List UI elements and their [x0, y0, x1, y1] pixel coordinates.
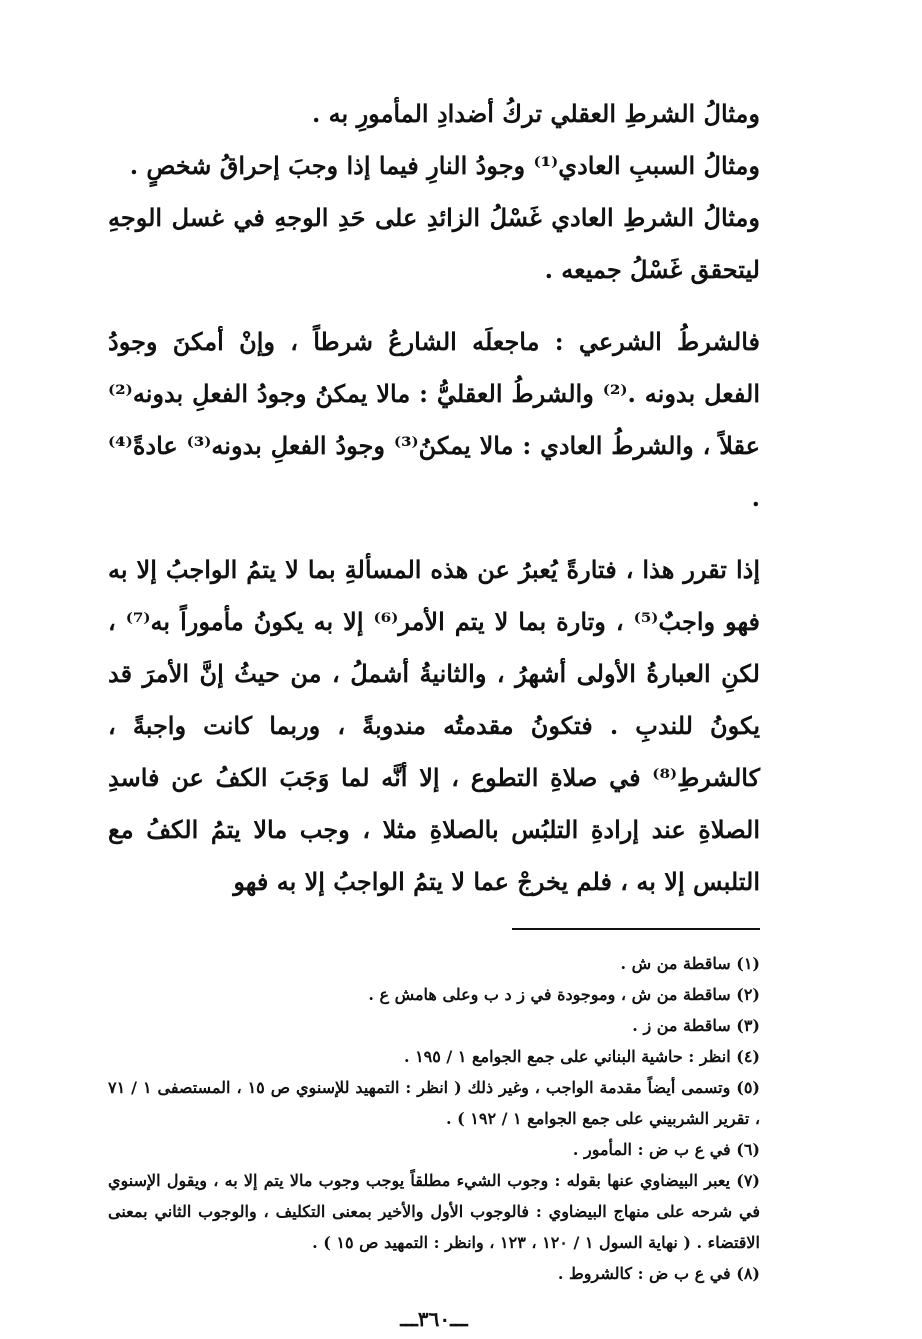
book-page — [108, 88, 760, 1331]
footnote: (٥) وتسمى أيضاً مقدمة الواجب ، وغير ذلك ( انظر : التمهيد للإسنوي ص ١٥ ، المستصفى ١ / ٧١ ، تقرير الشربيني على جمع الجوامع ١ / ١٩٢ ) . — [108, 1078, 760, 1128]
footnote: (١) ساقطة من ش . — [620, 954, 760, 973]
body-paragraph: إذا تقرر هذا ، فتارةً يُعبرُ عن هذه المسألةِ بما لا يتمُ الواجبُ إلا به فهو واجبٌ⁽⁵⁾ ، وتارة بما لا يتم الأمر⁽⁶⁾ إلا به يكونُ مأموراً به⁽⁷⁾ ، لكنِ العبارةُ الأولى أشهرُ ، والثانيةُ أشملُ ، من حيثُ إنَّ الأمرَ قد يكونُ للندبِ . فتكونُ مقدمتُه مندوبةً ، وربما كانت واجبةً ، كالشرطِ⁽⁸⁾ في صلاةِ التطوع ، إلا أنَّه لما وَجَبَ الكفُ عن فاسدِ الصلاةِ عند إرادةِ التلبُس بالصلاةِ مثلا ، وجب مالا يتمُ الكفُ مع التلبس إلا به ، فلم يخرجْ عما لا يتمُ الواجبُ إلا به فهو — [108, 555, 760, 896]
footnotes-section — [108, 948, 760, 1289]
page-number: ـــ٣٦٠ـــ — [400, 1307, 468, 1331]
footnote: (٢) ساقطة من ش ، وموجودة في ز د ب وعلى هامش ع . — [368, 985, 760, 1004]
footnote-separator — [512, 928, 760, 930]
footnote: (٨) في ع ب ض : كالشروط . — [557, 1264, 760, 1283]
body-paragraph: فالشرطُ الشرعي : ماجعلَه الشارعُ شرطاً ، وإنْ أمكنَ وجودُ الفعل بدونه .⁽²⁾ والشرطُ العقليُّ : مالا يمكنُ وجودُ الفعلِ بدونه⁽²⁾ عقلاً ، والشرطُ العادي : مالا يمكنُ⁽³⁾ وجودُ الفعلِ بدونه⁽³⁾ عادةً⁽⁴⁾ . — [108, 327, 761, 512]
footnote: (٣) ساقطة من ز . — [632, 1016, 760, 1035]
footnote: (٧) يعبر البيضاوي عنها بقوله : وجوب الشيء مطلقاً يوجب وجوب مالا يتم إلا به ، ويقول الإسنوي في شرحه على منهاج البيضاوي : فالوجوب الأول والأخير بمعنى التكليف ، والوجوب الثاني بمعنى الاقتضاء . ( نهاية السول ١ / ١٢٠ ، ١٢٣ ، وانظر : التمهيد ص ١٥ ) . — [108, 1171, 760, 1252]
body-paragraph: ومثالُ السببِ العادي⁽¹⁾ وجودُ النارِ فيما إذا وجبَ إحراقُ شخصٍ . — [129, 151, 760, 180]
body-paragraph: ومثالُ الشرطِ العقلي تركُ أضدادِ المأمورِ به . — [311, 99, 760, 128]
footnote: (٦) في ع ب ض : المأمور . — [572, 1140, 760, 1159]
body-paragraph: ومثالُ الشرطِ العادي غَسْلُ الزائدِ على حَدِ الوجهِ في غسل الوجهِ ليتحقق غَسْلُ جميعه . — [108, 203, 760, 284]
footnote: (٤) انظر : حاشية البناني على جمع الجوامع ١ / ١٩٥ . — [403, 1047, 760, 1066]
